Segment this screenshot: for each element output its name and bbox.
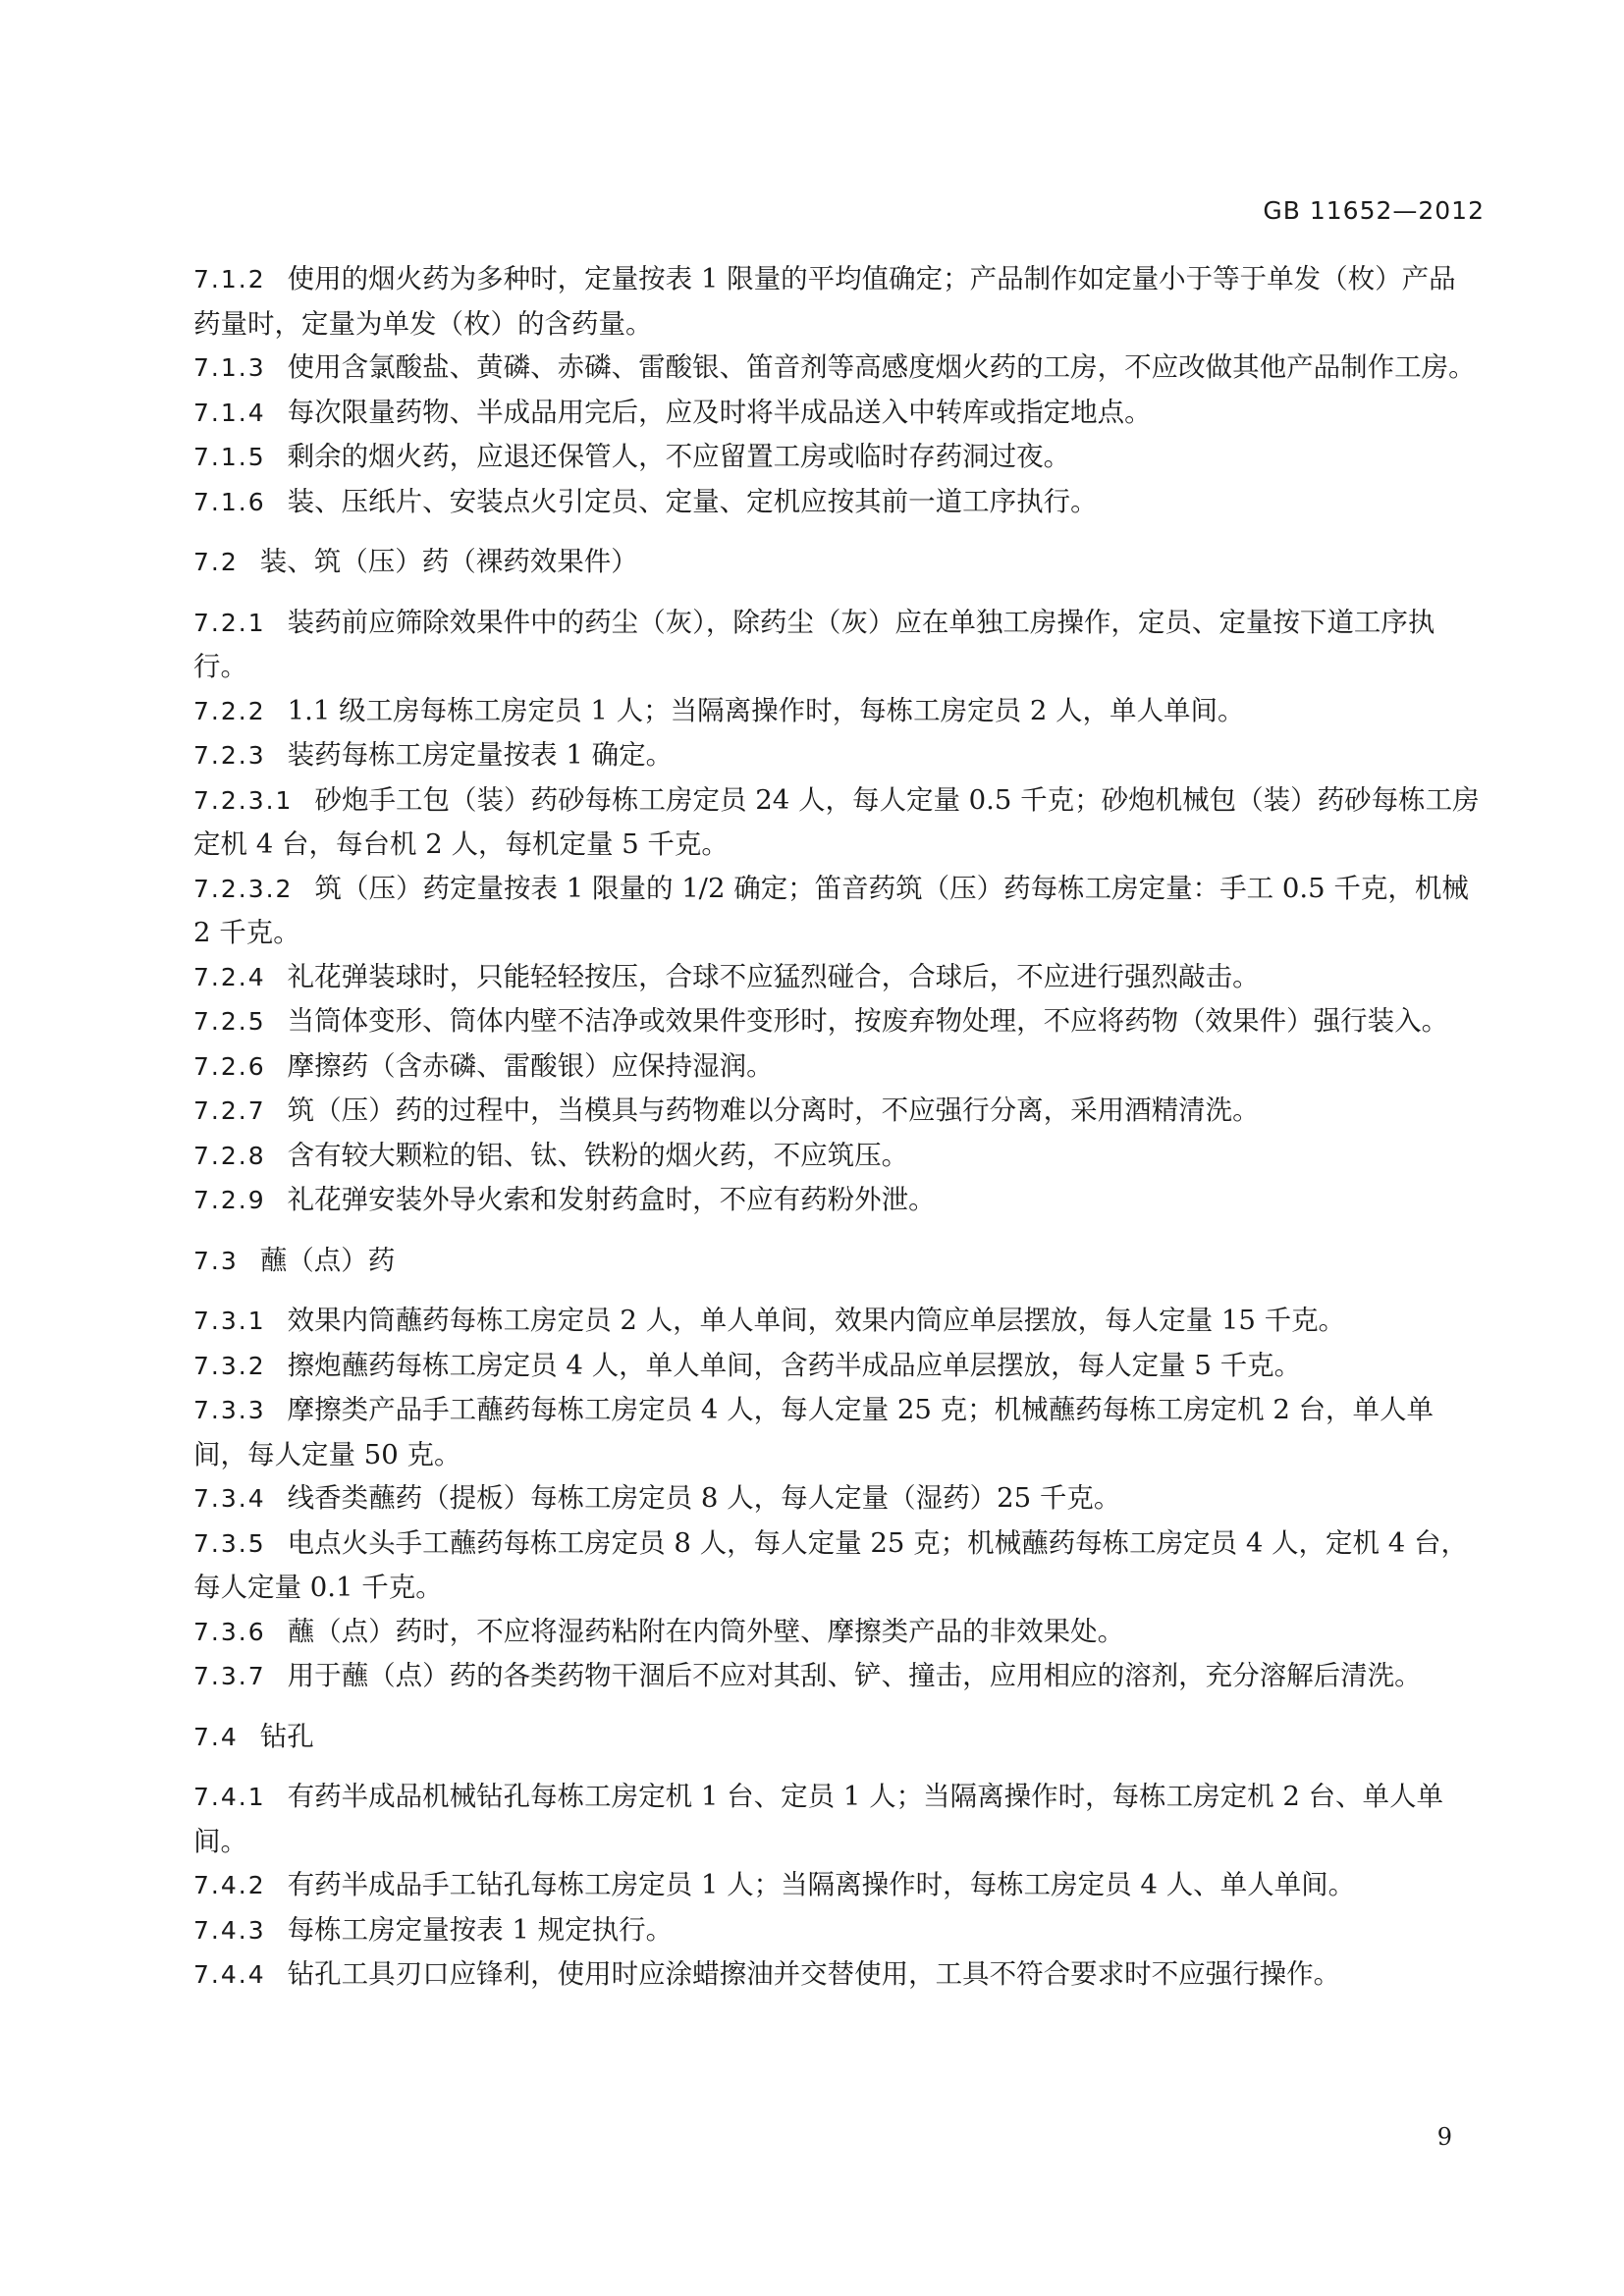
clause-paragraph — [193, 1863, 1480, 1908]
clause-paragraph — [193, 1654, 1480, 1699]
clause-number: 7.3.1 — [193, 1307, 266, 1335]
clause-text: 筑（压）药定量按表 1 限量的 1/2 确定；笛音药筑（压）药每栋工房定量：手工 0.5 千克，机械 2 千克。 — [193, 872, 1469, 948]
clause-text: 用于蘸（点）药的各类药物干涸后不应对其刮、铲、撞击，应用相应的溶剂，充分溶解后清洗。 — [287, 1660, 1422, 1691]
clause-paragraph — [193, 1908, 1480, 1953]
clause-text: 当筒体变形、筒体内壁不洁净或效果件变形时，按废弃物处理，不应将药物（效果件）强行装入。 — [287, 1005, 1449, 1037]
clause-text: 装药每栋工房定量按表 1 确定。 — [287, 739, 674, 771]
clause-number: 7.2.1 — [193, 608, 266, 637]
clause-number: 7.3.2 — [193, 1351, 266, 1380]
clause-number: 7.2.4 — [193, 962, 266, 991]
heading-text: 钻孔 — [259, 1720, 314, 1752]
clause-number: 7.3.6 — [193, 1617, 266, 1646]
clause-paragraph — [193, 999, 1480, 1044]
clause-number: 7.1.5 — [193, 443, 266, 471]
clause-number: 7.4 — [193, 1722, 239, 1751]
clause-number: 7.3 — [193, 1246, 239, 1275]
clause-paragraph — [193, 1299, 1480, 1344]
clause-paragraph — [193, 1388, 1480, 1476]
clause-paragraph — [193, 435, 1480, 480]
clause-paragraph — [193, 1344, 1480, 1389]
clause-text: 蘸（点）药时，不应将湿药粘附在内筒外壁、摩擦类产品的非效果处。 — [287, 1615, 1125, 1647]
clause-text: 砂炮手工包（装）药砂每栋工房定员 24 人，每人定量 0.5 千克；砂炮机械包（装）药砂每栋工房定机 4 台，每台机 2 人，每机定量 5 千克。 — [193, 783, 1480, 860]
clause-text: 效果内筒蘸药每栋工房定员 2 人，单人单间，效果内筒应单层摆放，每人定量 15 千克。 — [287, 1305, 1346, 1336]
clause-paragraph — [193, 1134, 1480, 1179]
clause-number: 7.2.8 — [193, 1141, 266, 1170]
clause-number: 7.1.6 — [193, 487, 266, 516]
clause-text: 含有较大颗粒的铝、钛、铁粉的烟火药，不应筑压。 — [287, 1139, 909, 1171]
clause-text: 使用含氯酸盐、黄磷、赤磷、雷酸银、笛音剂等高感度烟火药的工房，不应改做其他产品制作工房。 — [287, 351, 1476, 383]
clause-paragraph — [193, 689, 1480, 734]
clause-paragraph — [193, 733, 1480, 778]
clause-paragraph — [193, 346, 1480, 391]
clause-paragraph — [193, 391, 1480, 436]
clause-paragraph — [193, 867, 1480, 955]
clause-number: 7.3.4 — [193, 1484, 266, 1513]
clause-text: 1.1 级工房每栋工房定员 1 人；当隔离操作时，每栋工房定员 2 人，单人单间。 — [287, 694, 1245, 726]
standard-code: GB 11652—2012 — [1263, 196, 1485, 225]
clause-text: 装药前应筛除效果件中的药尘（灰），除药尘（灰）应在单独工房操作，定员、定量按下道工序执行。 — [193, 606, 1435, 682]
clause-text: 电点火头手工蘸药每栋工房定员 8 人，每人定量 25 克；机械蘸药每栋工房定员 4 人，定机 4 台，每人定量 0.1 千克。 — [193, 1526, 1469, 1603]
clause-paragraph — [193, 1044, 1480, 1090]
clause-text: 筑（压）药的过程中，当模具与药物难以分离时，不应强行分离，采用酒精清洗。 — [287, 1095, 1260, 1126]
clause-text: 摩擦药（含赤磷、雷酸银）应保持湿润。 — [287, 1049, 774, 1082]
page-number: 9 — [1436, 2123, 1452, 2151]
document-body — [193, 257, 1480, 1998]
clause-number: 7.1.3 — [193, 353, 266, 382]
clause-number: 7.3.5 — [193, 1528, 266, 1558]
clause-text: 剩余的烟火药，应退还保管人，不应留置工房或临时存药洞过夜。 — [287, 441, 1071, 472]
heading-text: 蘸（点）药 — [259, 1244, 396, 1276]
clause-number: 7.4.2 — [193, 1871, 266, 1899]
clause-number: 7.3.3 — [193, 1396, 266, 1424]
section-heading — [193, 540, 1480, 585]
clause-text: 有药半成品机械钻孔每栋工房定机 1 台、定员 1 人；当隔离操作时，每栋工房定机 2 台、单人单间。 — [193, 1781, 1444, 1857]
clause-paragraph — [193, 1476, 1480, 1522]
clause-text: 装、压纸片、安装点火引定员、定量、定机应按其前一道工序执行。 — [287, 485, 1098, 517]
clause-number: 7.2.9 — [193, 1186, 266, 1214]
heading-text: 装、筑（压）药（裸药效果件） — [259, 546, 638, 577]
clause-number: 7.2 — [193, 548, 239, 576]
clause-number: 7.2.3.2 — [193, 874, 294, 903]
clause-number: 7.2.2 — [193, 696, 266, 725]
clause-number: 7.2.3 — [193, 741, 266, 770]
clause-paragraph — [193, 601, 1480, 689]
clause-paragraph — [193, 1775, 1480, 1863]
clause-number: 7.2.5 — [193, 1007, 266, 1036]
clause-text: 每次限量药物、半成品用完后，应及时将半成品送入中转库或指定地点。 — [287, 396, 1152, 428]
clause-number: 7.1.2 — [193, 265, 266, 294]
clause-paragraph — [193, 778, 1480, 867]
clause-number: 7.2.7 — [193, 1096, 266, 1125]
clause-paragraph — [193, 480, 1480, 525]
clause-text: 礼花弹装球时，只能轻轻按压，合球不应猛烈碰合，合球后，不应进行强烈敲击。 — [287, 960, 1260, 992]
clause-paragraph — [193, 1178, 1480, 1223]
clause-paragraph — [193, 1522, 1480, 1610]
clause-number: 7.1.4 — [193, 398, 266, 427]
clause-number: 7.4.1 — [193, 1783, 266, 1811]
clause-text: 使用的烟火药为多种时，定量按表 1 限量的平均值确定；产品制作如定量小于等于单发（枚）产品药量时，定量为单发（枚）的含药量。 — [193, 263, 1456, 340]
clause-text: 钻孔工具刃口应锋利，使用时应涂蜡擦油并交替使用，工具不符合要求时不应强行操作。 — [287, 1958, 1341, 1990]
section-heading — [193, 1715, 1480, 1760]
clause-text: 礼花弹安装外导火索和发射药盒时，不应有药粉外泄。 — [287, 1184, 936, 1215]
clause-text: 摩擦类产品手工蘸药每栋工房定员 4 人，每人定量 25 克；机械蘸药每栋工房定机 2 台，单人单间，每人定量 50 克。 — [193, 1394, 1435, 1470]
clause-text: 擦炮蘸药每栋工房定员 4 人，单人单间，含药半成品应单层摆放，每人定量 5 千克。 — [287, 1349, 1302, 1381]
clause-number: 7.4.3 — [193, 1915, 266, 1945]
clause-number: 7.3.7 — [193, 1662, 266, 1690]
section-heading — [193, 1239, 1480, 1284]
clause-text: 线香类蘸药（提板）每栋工房定员 8 人，每人定量（湿药）25 千克。 — [287, 1482, 1121, 1514]
clause-paragraph — [193, 1089, 1480, 1134]
clause-number: 7.4.4 — [193, 1960, 266, 1989]
clause-paragraph — [193, 955, 1480, 1000]
clause-paragraph — [193, 1610, 1480, 1655]
clause-paragraph — [193, 1952, 1480, 1998]
clause-number: 7.2.3.1 — [193, 785, 294, 815]
clause-paragraph — [193, 257, 1480, 346]
clause-text: 有药半成品手工钻孔每栋工房定员 1 人；当隔离操作时，每栋工房定员 4 人、单人单间。 — [287, 1869, 1356, 1900]
clause-text: 每栋工房定量按表 1 规定执行。 — [287, 1913, 674, 1946]
clause-number: 7.2.6 — [193, 1051, 266, 1081]
